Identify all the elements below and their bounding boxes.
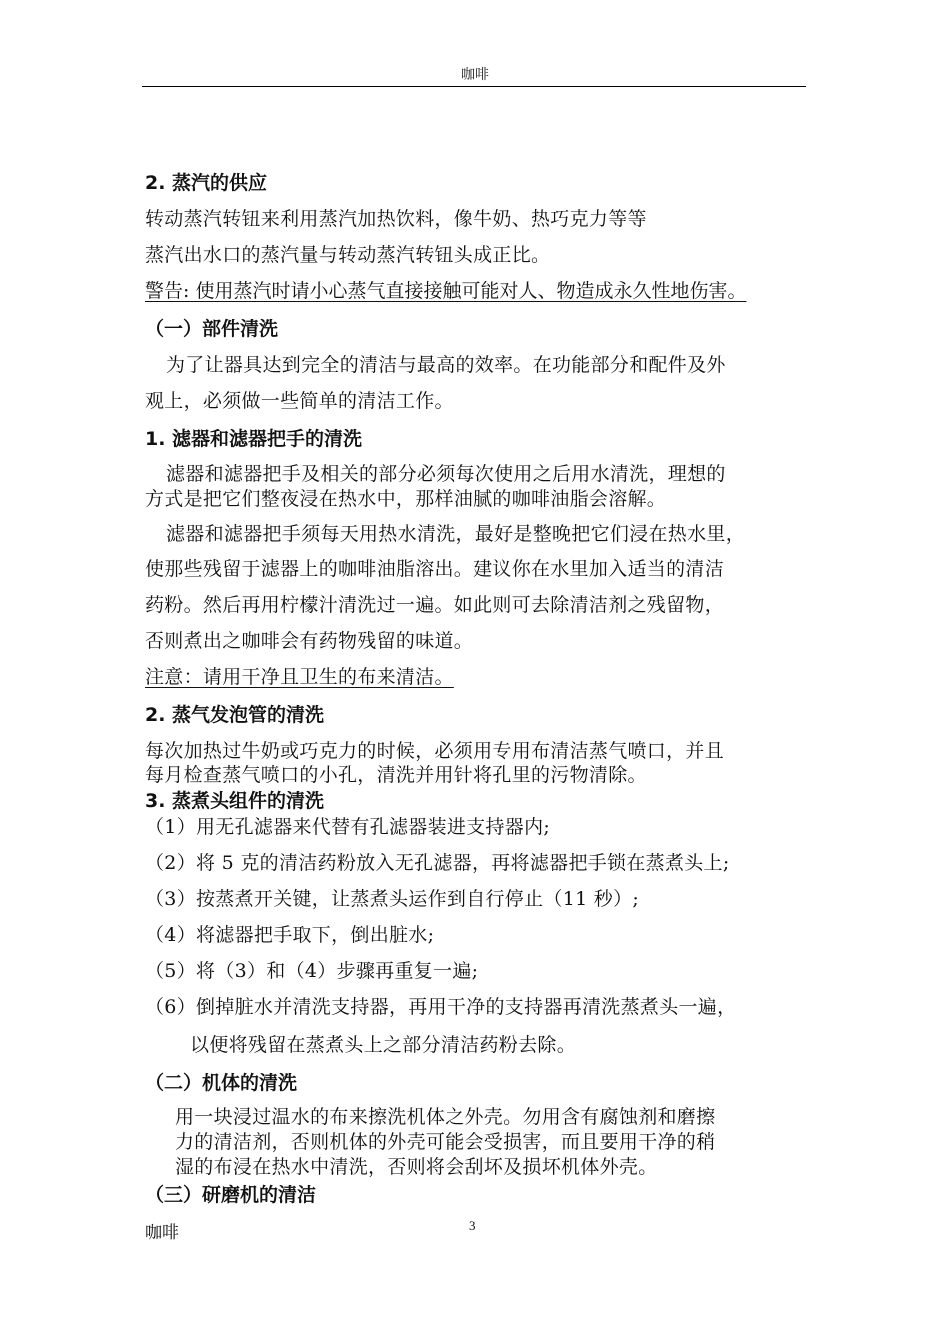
steam-warning: 警告: 使用蒸汽时请小心蒸气直接接触可能对人、物造成永久性地伤害。 (145, 280, 747, 302)
part-intro-line-1: 为了让器具达到完全的清洁与最高的效率。在功能部分和配件及外 (166, 354, 726, 376)
brew-step-6-continued: 以便将残留在蒸煮头上之部分清洁药粉去除。 (190, 1034, 577, 1056)
header-rule (142, 86, 806, 87)
brew-step-5: （5）将（3）和（4）步骤再重复一遍; (145, 960, 479, 982)
brew-step-3: （3）按蒸煮开关键，让蒸煮头运作到自行停止（11 秒）; (145, 888, 640, 910)
part-intro-line-2: 观上，必须做一些简单的清洁工作。 (145, 390, 454, 412)
filter-note: 注意：请用干净且卫生的布来清洁。 (145, 666, 454, 688)
steam-line-1: 转动蒸汽转钮来利用蒸汽加热饮料，像牛奶、热巧克力等等 (145, 208, 647, 230)
wand-line-2: 每月检查蒸气喷口的小孔，清洗并用针将孔里的污物清除。 (145, 764, 647, 786)
page-header-title: 咖啡 (461, 67, 489, 83)
filter-p2-line-2: 使那些残留于滤器上的咖啡油脂溶出。建议你在水里加入适当的清洁 (145, 558, 725, 580)
heading-filter-cleaning: 1. 滤器和滤器把手的清洗 (145, 428, 363, 450)
filter-p1-line-2: 方式是把它们整夜浸在热水中，那样油腻的咖啡油脂会溶解。 (145, 488, 667, 510)
heading-grinder-cleaning: （三）研磨机的清洁 (145, 1184, 317, 1206)
brew-step-4: （4）将滤器把手取下，倒出脏水; (145, 924, 435, 946)
filter-p2-line-4: 否则煮出之咖啡会有药物残留的味道。 (145, 630, 474, 652)
filter-p2-line-3: 药粉。然后再用柠檬汁清洗过一遍。如此则可去除清洁剂之残留物， (145, 594, 725, 616)
brew-step-2: （2）将 5 克的清洁药粉放入无孔滤器，再将滤器把手锁在蒸煮头上; (145, 852, 730, 874)
steam-line-2: 蒸汽出水口的蒸汽量与转动蒸汽转钮头成正比。 (145, 244, 551, 266)
heading-brew-head: 3. 蒸煮头组件的清洗 (145, 790, 325, 812)
heading-part-cleaning: （一）部件清洗 (145, 318, 279, 340)
page-number: 3 (469, 1218, 476, 1233)
brew-step-6: （6）倒掉脏水并清洗支持器，再用干净的支持器再清洗蒸煮头一遍， (145, 996, 737, 1018)
filter-p1-line-1: 滤器和滤器把手及相关的部分必须每次使用之后用水清洗，理想的 (166, 463, 726, 485)
footer-label: 咖啡 (145, 1223, 179, 1243)
heading-body-cleaning: （二）机体的清洗 (145, 1072, 298, 1094)
body-line-2: 力的清洁剂，否则机体的外壳可能会受损害，而且要用干净的稍 (175, 1131, 716, 1153)
filter-p2-line-1: 滤器和滤器把手须每天用热水清洗，最好是整晚把它们浸在热水里， (166, 523, 746, 545)
body-line-3: 湿的布浸在热水中清洗，否则将会刮坏及损坏机体外壳。 (175, 1156, 658, 1178)
heading-steam-wand: 2. 蒸气发泡管的清洗 (145, 704, 325, 726)
wand-line-1: 每次加热过牛奶或巧克力的时候，必须用专用布清洁蒸气喷口，并且 (145, 740, 725, 762)
body-line-1: 用一块浸过温水的布来擦洗机体之外壳。勿用含有腐蚀剂和磨擦 (175, 1106, 716, 1128)
brew-step-1: （1）用无孔滤器来代替有孔滤器装进支持器内; (145, 816, 551, 838)
heading-steam-supply: 2. 蒸汽的供应 (145, 172, 268, 194)
